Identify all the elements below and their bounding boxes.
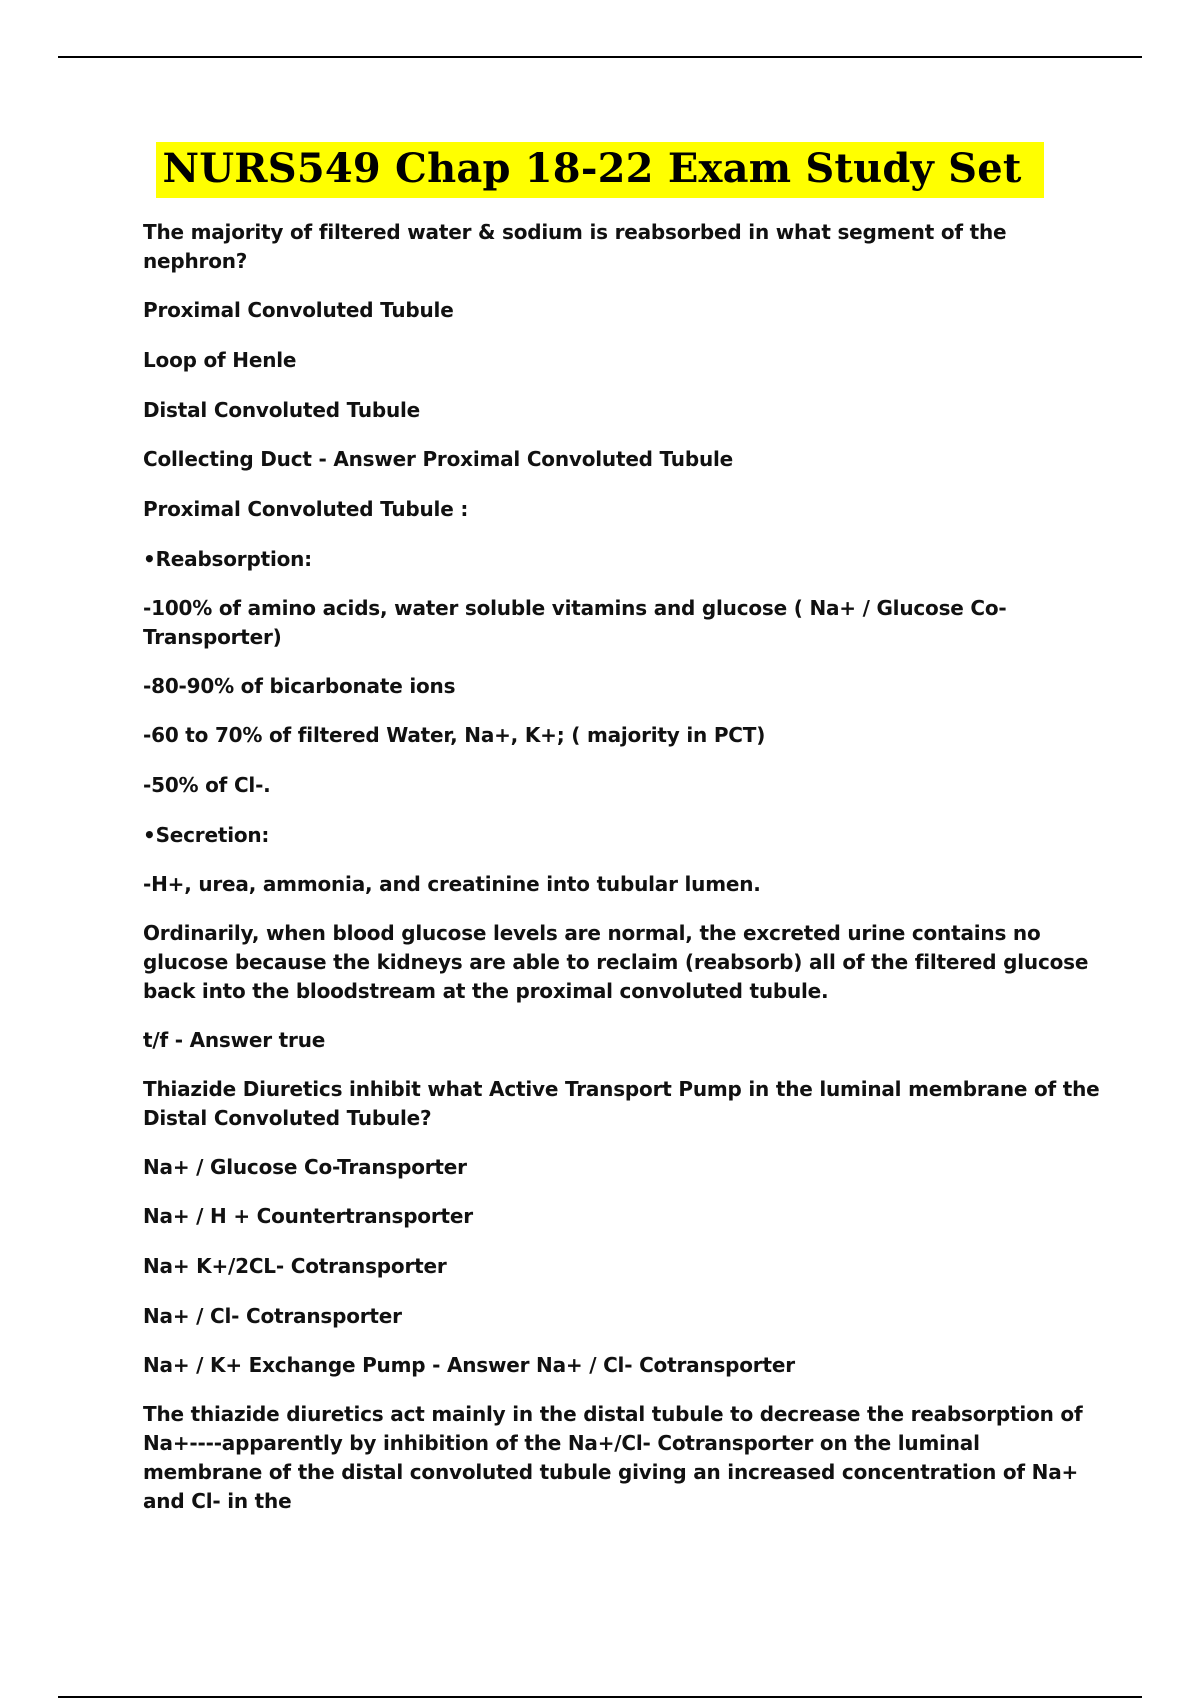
reabsorption-item-1: -100% of amino acids, water soluble vitamins and glucose ( Na+ / Glucose Co-Transporter) [143,596,1007,649]
question-3: Thiazide Diuretics inhibit what Active Transport Pump in the luminal membrane of the Distal Convoluted Tubule? [143,1077,1100,1130]
secretion-item-1: -H+, urea, ammonia, and creatinine into tubular lumen. [143,872,761,896]
option-1b: Loop of Henle [143,348,297,372]
option-3e-answer: Na+ / K+ Exchange Pump - Answer Na+ / Cl- Cotransporter [143,1353,795,1377]
option-3b: Na+ / H + Countertransporter [143,1204,473,1228]
reabsorption-label: •Reabsorption: [143,547,312,571]
document-body [143,218,1103,1516]
reabsorption-item-3: -60 to 70% of filtered Water, Na+, K+; ( majority in PCT) [143,723,766,747]
option-1a: Proximal Convoluted Tubule [143,298,454,322]
option-3d: Na+ / Cl- Cotransporter [143,1304,402,1328]
option-3c: Na+ K+/2CL- Cotransporter [143,1254,447,1278]
explanation-heading: Proximal Convoluted Tubule : [143,497,469,521]
option-1c: Distal Convoluted Tubule [143,398,421,422]
question-1: The majority of filtered water & sodium is reabsorbed in what segment of the nephron? [143,220,1007,273]
reabsorption-item-2: -80-90% of bicarbonate ions [143,674,456,698]
explanation-3: The thiazide diuretics act mainly in the distal tubule to decrease the reabsorption of Na+----apparently by inhibition of the Na+/Cl- Cotransporter on the luminal membrane of the distal convoluted tubule giving an increased concentration of Na+ and Cl- in the [143,1402,1083,1513]
question-2-answer: t/f - Answer true [143,1028,326,1052]
secretion-label: •Secretion: [143,823,270,847]
reabsorption-item-4: -50% of Cl-. [143,773,271,797]
title-container [0,142,1200,198]
option-3a: Na+ / Glucose Co-Transporter [143,1155,467,1179]
document-title: NURS549 Chap 18-22 Exam Study Set [156,142,1043,198]
bottom-rule [58,1696,1142,1698]
question-2: Ordinarily, when blood glucose levels are normal, the excreted urine contains no glucose because the kidneys are able to reclaim (reabsorb) all of the filtered glucose back into the bloodstream at the proximal convoluted tubule. [143,921,1089,1003]
option-1d-answer: Collecting Duct - Answer Proximal Convoluted Tubule [143,447,734,471]
top-rule [58,56,1142,58]
